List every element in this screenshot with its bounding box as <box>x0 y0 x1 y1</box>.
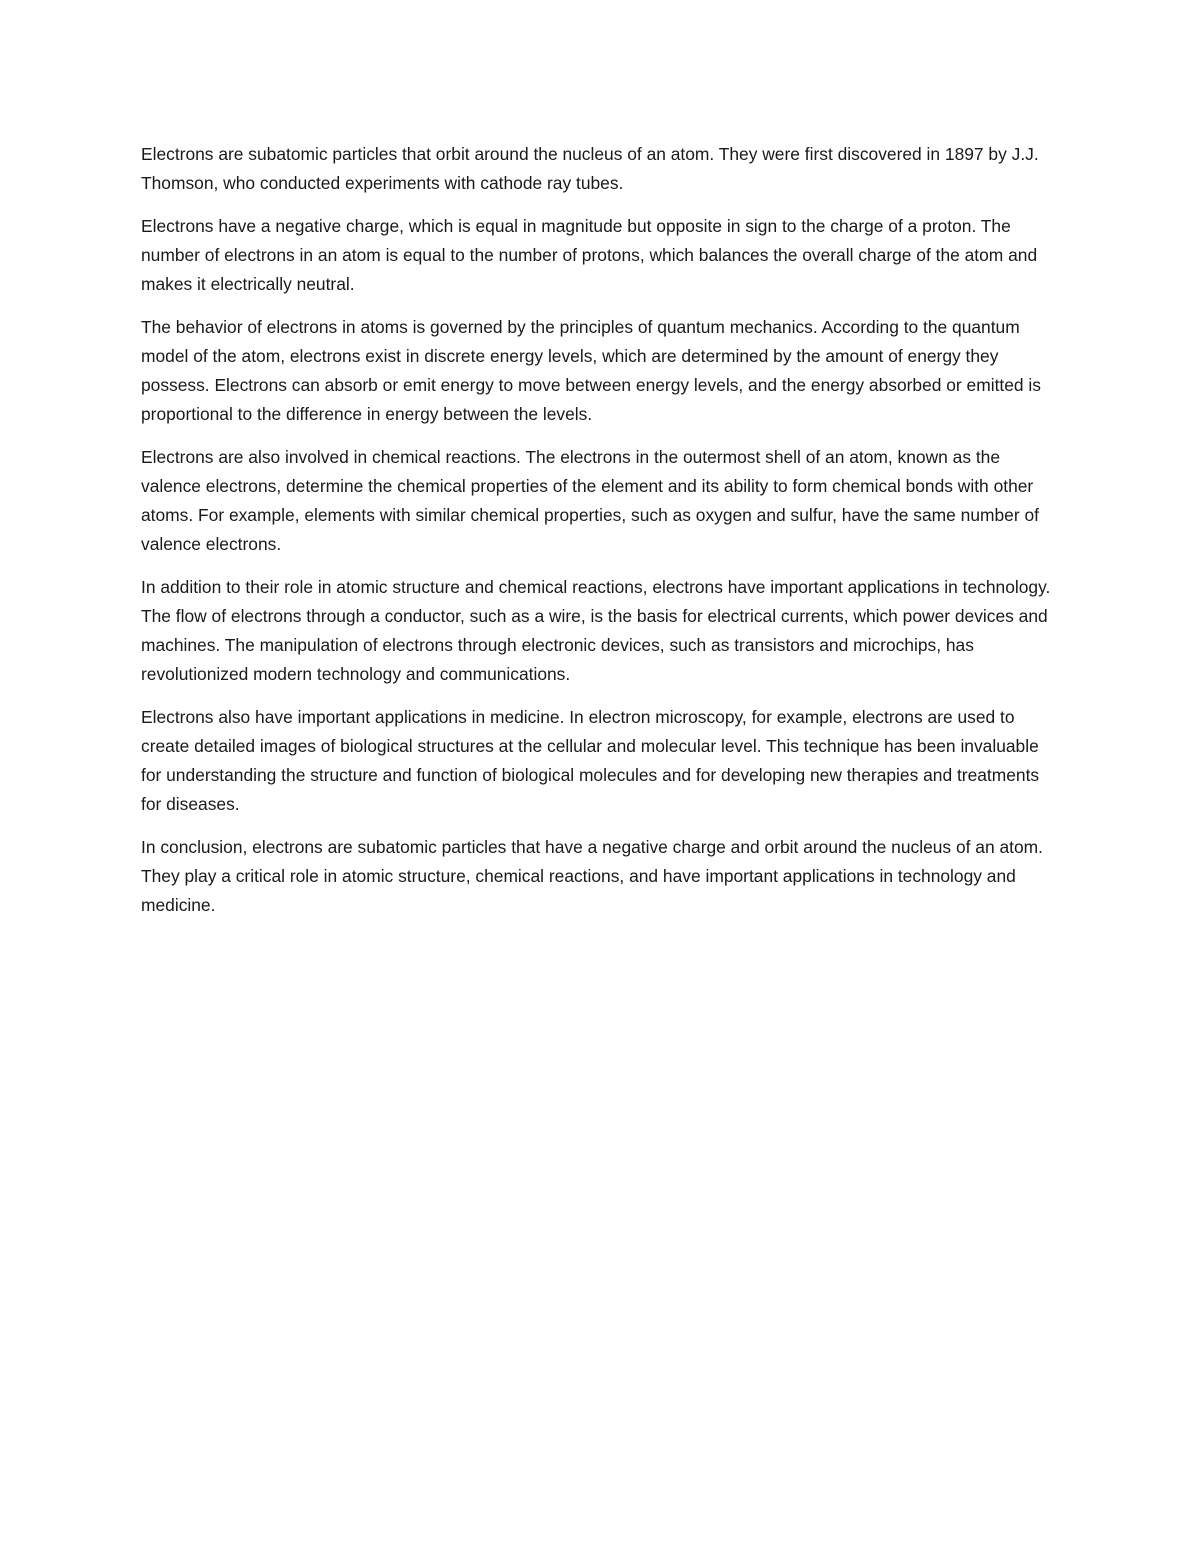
paragraph-chemical-reactions: Electrons are also involved in chemical reactions. The electrons in the outermost shell of an atom, known as the valence electrons, determine the chemical properties of the element and its ability to form chemical bonds with other atoms. For example, elements with similar chemical properties, such as oxygen and sulfur, have the same number of valence electrons. <box>141 447 1039 554</box>
paragraph-conclusion: In conclusion, electrons are subatomic particles that have a negative charge and orbit around the nucleus of an atom. They play a critical role in atomic structure, chemical reactions, and have important applications in technology and medicine. <box>141 837 1043 915</box>
paragraph-discovery: Electrons are subatomic particles that orbit around the nucleus of an atom. They were first discovered in 1897 by J.J. Thomson, who conducted experiments with cathode ray tubes. <box>141 144 1039 193</box>
paragraph-technology: In addition to their role in atomic structure and chemical reactions, electrons have important applications in technology. The flow of electrons through a conductor, such as a wire, is the basis for electrical currents, which power devices and machines. The manipulation of electrons through electronic devices, such as transistors and microchips, has revolutionized modern technology and communications. <box>141 577 1051 684</box>
paragraph-charge: Electrons have a negative charge, which is equal in magnitude but opposite in sign to the charge of a proton. The number of electrons in an atom is equal to the number of protons, which balances the overall charge of the atom and makes it electrically neutral. <box>141 216 1038 294</box>
document-body <box>141 140 1061 934</box>
paragraph-quantum-behavior: The behavior of electrons in atoms is governed by the principles of quantum mechanics. According to the quantum model of the atom, electrons exist in discrete energy levels, which are determined by the amount of energy they possess. Electrons can absorb or emit energy to move between energy levels, and the energy absorbed or emitted is proportional to the difference in energy between the levels. <box>141 317 1041 424</box>
paragraph-medicine: Electrons also have important applications in medicine. In electron microscopy, for example, electrons are used to create detailed images of biological structures at the cellular and molecular level. This technique has been invaluable for understanding the structure and function of biological molecules and for developing new therapies and treatments for diseases. <box>141 707 1040 814</box>
